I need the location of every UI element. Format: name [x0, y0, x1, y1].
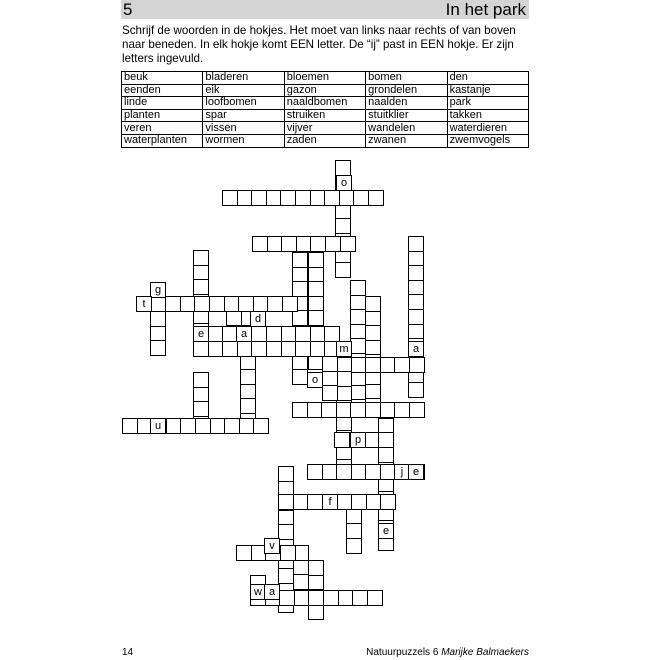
crossword-cell[interactable] [180, 418, 196, 434]
crossword-cell[interactable] [409, 402, 425, 418]
word-cell: grondelen [366, 84, 447, 97]
crossword-cell[interactable] [281, 341, 297, 357]
crossword-cell[interactable] [308, 267, 324, 283]
prefilled-letter-cell[interactable]: j [394, 464, 410, 480]
prefilled-letter-cell[interactable]: a [264, 584, 280, 600]
crossword-cell[interactable] [222, 190, 238, 206]
crossword-cell[interactable] [351, 464, 367, 480]
word-cell: zaden [284, 134, 365, 147]
word-cell: wandelen [366, 122, 447, 135]
prefilled-letter-cell[interactable]: f [322, 494, 338, 510]
crossword-cell[interactable] [339, 190, 355, 206]
crossword-cell[interactable] [336, 402, 352, 418]
word-cell: zwemvogels [447, 134, 528, 147]
crossword-cell[interactable] [322, 385, 338, 401]
crossword-cell[interactable] [280, 190, 296, 206]
crossword-cell[interactable] [308, 252, 324, 268]
crossword-cell[interactable] [365, 464, 381, 480]
instructions: Schrijf de woorden in de hokjes. Het moet van links naar rechts of van boven naar beneden. In elk hokje komt EEN letter. De “ij” past in EEN hokje. Er zijn letters ingevuld. [122, 24, 516, 65]
crossword-cell[interactable] [281, 236, 297, 252]
prefilled-letter-cell[interactable]: o [336, 175, 352, 191]
crossword-cell[interactable] [408, 236, 424, 252]
crossword-cell[interactable] [408, 251, 424, 267]
crossword-cell[interactable] [365, 296, 381, 312]
crossword-cell[interactable] [292, 402, 308, 418]
word-cell: kastanje [447, 84, 528, 97]
crossword-cell[interactable] [238, 296, 254, 312]
crossword-cell[interactable] [278, 466, 294, 482]
crossword-cell[interactable] [292, 369, 308, 385]
crossword-cell[interactable] [367, 590, 383, 606]
crossword-cell[interactable] [308, 281, 324, 297]
puzzle-title: In het park [445, 0, 526, 19]
prefilled-letter-cell[interactable]: g [150, 282, 166, 298]
crossword-cell[interactable] [208, 326, 224, 342]
crossword-cell[interactable] [324, 190, 340, 206]
crossword-cell[interactable] [195, 418, 211, 434]
prefilled-letter-cell[interactable]: m [336, 341, 352, 357]
crossword-cell[interactable] [350, 309, 366, 325]
crossword-cell[interactable] [378, 447, 394, 463]
crossword-cell[interactable] [151, 296, 167, 312]
word-cell: vijver [284, 122, 365, 135]
prefilled-letter-cell[interactable]: w [250, 584, 266, 600]
prefilled-letter-cell[interactable]: e [193, 326, 209, 342]
word-cell: bloemen [284, 72, 365, 85]
crossword-cell[interactable] [193, 401, 209, 417]
word-cell: den [447, 72, 528, 85]
crossword-cell[interactable] [266, 341, 282, 357]
crossword-cell[interactable] [280, 545, 296, 561]
crossword-cell[interactable] [292, 281, 308, 297]
puzzle-number: 5 [123, 0, 133, 19]
crossword-cell[interactable] [194, 296, 210, 312]
word-cell: spar [203, 109, 284, 122]
prefilled-letter-cell[interactable]: e [378, 523, 394, 539]
crossword-cell[interactable] [293, 560, 309, 576]
crossword-cell[interactable] [310, 190, 326, 206]
crossword-cell[interactable] [310, 236, 326, 252]
crossword-cell[interactable] [365, 325, 381, 341]
crossword-cell[interactable] [307, 494, 323, 510]
word-cell: takken [447, 109, 528, 122]
crossword-cell[interactable] [365, 384, 381, 400]
crossword-cell[interactable] [224, 418, 240, 434]
crossword-cell[interactable] [365, 402, 381, 418]
crossword-cell[interactable] [352, 590, 368, 606]
word-cell: planten [122, 109, 203, 122]
crossword-cell[interactable] [209, 296, 225, 312]
crossword-cell[interactable] [408, 382, 424, 398]
crossword-cell[interactable] [408, 280, 424, 296]
crossword-cell[interactable] [350, 295, 366, 311]
crossword-cell[interactable] [322, 464, 338, 480]
crossword-cell[interactable] [365, 340, 381, 356]
crossword-cell[interactable] [380, 402, 396, 418]
crossword-cell[interactable] [335, 262, 351, 278]
crossword-cell[interactable] [346, 538, 362, 554]
crossword-cell[interactable] [308, 604, 324, 620]
crossword-cell[interactable] [252, 236, 268, 252]
crossword-cell[interactable] [322, 371, 338, 387]
crossword-cell[interactable] [322, 356, 338, 372]
crossword-cell[interactable] [335, 218, 351, 234]
crossword-cell[interactable] [338, 590, 354, 606]
crossword-cell[interactable] [295, 326, 311, 342]
crossword-cell[interactable] [307, 402, 323, 418]
crossword-cell[interactable] [380, 494, 396, 510]
crossword-cell[interactable] [350, 385, 366, 401]
crossword-cell[interactable] [237, 341, 253, 357]
crossword-cell[interactable] [336, 494, 352, 510]
crossword-cell[interactable] [292, 267, 308, 283]
crossword-cell[interactable] [350, 338, 366, 354]
crossword-cell[interactable] [267, 236, 283, 252]
word-cell: zwanen [366, 134, 447, 147]
crossword-cell[interactable] [380, 357, 396, 373]
word-cell: waterdieren [447, 122, 528, 135]
crossword-cell[interactable] [224, 296, 240, 312]
footer-credit [366, 647, 529, 658]
crossword-cell[interactable] [323, 590, 339, 606]
word-cell: park [447, 97, 528, 110]
crossword-cell[interactable] [366, 494, 382, 510]
crossword-cell[interactable] [307, 464, 323, 480]
book-title: Natuurpuzzels 6 [366, 647, 439, 658]
crossword-cell[interactable] [346, 523, 362, 539]
crossword-cell[interactable] [279, 590, 295, 606]
crossword-cell[interactable] [267, 296, 283, 312]
crossword-cell[interactable] [266, 190, 282, 206]
word-cell: veren [122, 122, 203, 135]
word-cell: bladeren [203, 72, 284, 85]
word-cell: bomen [366, 72, 447, 85]
crossword-cell[interactable] [240, 369, 256, 385]
crossword-cell[interactable] [226, 311, 242, 327]
author-name: Marijke Balmaekers [441, 647, 529, 658]
crossword-cell[interactable] [251, 341, 267, 357]
word-cell: vissen [203, 122, 284, 135]
word-cell: struiken [284, 109, 365, 122]
word-cell: wormen [203, 134, 284, 147]
crossword-cell[interactable] [251, 326, 267, 342]
crossword-cell[interactable] [394, 357, 410, 373]
crossword-cell[interactable] [210, 418, 226, 434]
crossword-cell[interactable] [295, 341, 311, 357]
crossword-cell[interactable] [308, 590, 324, 606]
word-cell: beuk [122, 72, 203, 85]
crossword-cell[interactable] [240, 384, 256, 400]
prefilled-letter-cell[interactable]: u [150, 418, 166, 434]
word-cell: gazon [284, 84, 365, 97]
prefilled-letter-cell[interactable]: d [250, 311, 266, 327]
crossword-cell[interactable] [150, 311, 166, 327]
prefilled-letter-cell[interactable]: p [350, 432, 366, 448]
crossword-cell[interactable] [409, 357, 425, 373]
crossword-cell[interactable] [368, 190, 384, 206]
word-cell: naalden [366, 97, 447, 110]
crossword-cell[interactable] [180, 296, 196, 312]
prefilled-letter-cell[interactable]: v [264, 538, 280, 554]
crossword-cell[interactable] [193, 341, 209, 357]
crossword-cell[interactable] [336, 464, 352, 480]
crossword-cell[interactable] [193, 279, 209, 295]
crossword-cell[interactable] [282, 296, 298, 312]
crossword-cell[interactable] [253, 296, 269, 312]
crossword-cell[interactable] [193, 387, 209, 403]
crossword-cell[interactable] [335, 160, 351, 176]
crossword-cell[interactable] [292, 252, 308, 268]
crossword-cell[interactable] [240, 398, 256, 414]
crossword-cell[interactable] [336, 371, 352, 387]
word-cell: waterplanten [122, 134, 203, 147]
crossword-cell[interactable] [408, 324, 424, 340]
crossword-cell[interactable] [346, 509, 362, 525]
crossword-cell[interactable] [321, 402, 337, 418]
crossword-cell[interactable] [310, 326, 326, 342]
word-cell: eik [203, 84, 284, 97]
crossword-cell[interactable] [166, 418, 182, 434]
crossword-cell[interactable] [193, 372, 209, 388]
crossword-cell[interactable] [150, 340, 166, 356]
crossword-cell[interactable] [325, 236, 341, 252]
crossword-cell[interactable] [394, 402, 410, 418]
crossword-cell[interactable] [350, 280, 366, 296]
crossword-cell[interactable] [408, 309, 424, 325]
crossword-cell[interactable] [222, 341, 238, 357]
crossword-cell[interactable] [336, 357, 352, 373]
crossword-cell[interactable] [365, 311, 381, 327]
word-cell: linde [122, 97, 203, 110]
crossword-cell[interactable] [308, 310, 324, 326]
prefilled-letter-cell[interactable]: a [408, 341, 424, 357]
crossword-cell[interactable] [165, 296, 181, 312]
crossword-cell[interactable] [293, 574, 309, 590]
crossword-cell[interactable] [193, 265, 209, 281]
crossword-cell[interactable] [208, 341, 224, 357]
prefilled-letter-cell[interactable]: o [307, 372, 323, 388]
crossword-cell[interactable] [334, 432, 350, 448]
crossword-cell[interactable] [324, 326, 340, 342]
prefilled-letter-cell[interactable]: e [408, 464, 424, 480]
crossword-cell[interactable] [310, 341, 326, 357]
crossword-cell[interactable] [193, 250, 209, 266]
crossword-cell[interactable] [365, 357, 381, 373]
crossword-cell[interactable] [408, 294, 424, 310]
crossword-cell[interactable] [353, 190, 369, 206]
crossword-cell[interactable] [122, 418, 138, 434]
crossword-cell[interactable] [340, 236, 356, 252]
crossword-cell[interactable] [251, 190, 267, 206]
crossword-cell[interactable] [351, 494, 367, 510]
crossword-cell[interactable] [336, 386, 352, 402]
crossword-cell[interactable] [296, 236, 312, 252]
crossword-cell[interactable] [266, 326, 282, 342]
crossword-cell[interactable] [335, 204, 351, 220]
crossword-cell[interactable] [237, 190, 253, 206]
crossword-cell[interactable] [239, 418, 255, 434]
word-cell: stuitklier [366, 109, 447, 122]
crossword-cell[interactable] [294, 590, 310, 606]
word-cell: loofbomen [203, 97, 284, 110]
crossword-cell[interactable] [292, 310, 308, 326]
crossword-cell[interactable] [278, 524, 294, 540]
crossword-cell[interactable] [150, 326, 166, 342]
prefilled-letter-cell[interactable]: a [236, 326, 252, 342]
crossword-cell[interactable] [308, 296, 324, 312]
crossword-cell[interactable] [236, 545, 252, 561]
word-cell: eenden [122, 84, 203, 97]
crossword-cell[interactable] [308, 575, 324, 591]
crossword-cell[interactable] [293, 494, 309, 510]
crossword-cell[interactable] [350, 402, 366, 418]
crossword-cell[interactable] [308, 560, 324, 576]
crossword-cell[interactable] [295, 190, 311, 206]
crossword-cell[interactable] [350, 324, 366, 340]
word-cell: naaldbomen [284, 97, 365, 110]
crossword-cell[interactable] [408, 265, 424, 281]
page-number: 14 [122, 647, 134, 658]
crossword-cell[interactable] [278, 494, 294, 510]
crossword-cell[interactable] [278, 568, 294, 584]
crossword-cell[interactable] [253, 418, 269, 434]
crossword-cell[interactable] [278, 510, 294, 526]
crossword-cell[interactable] [281, 326, 297, 342]
prefilled-letter-cell[interactable]: t [136, 296, 152, 312]
crossword-cell[interactable] [378, 432, 394, 448]
crossword-cell[interactable] [351, 357, 367, 373]
